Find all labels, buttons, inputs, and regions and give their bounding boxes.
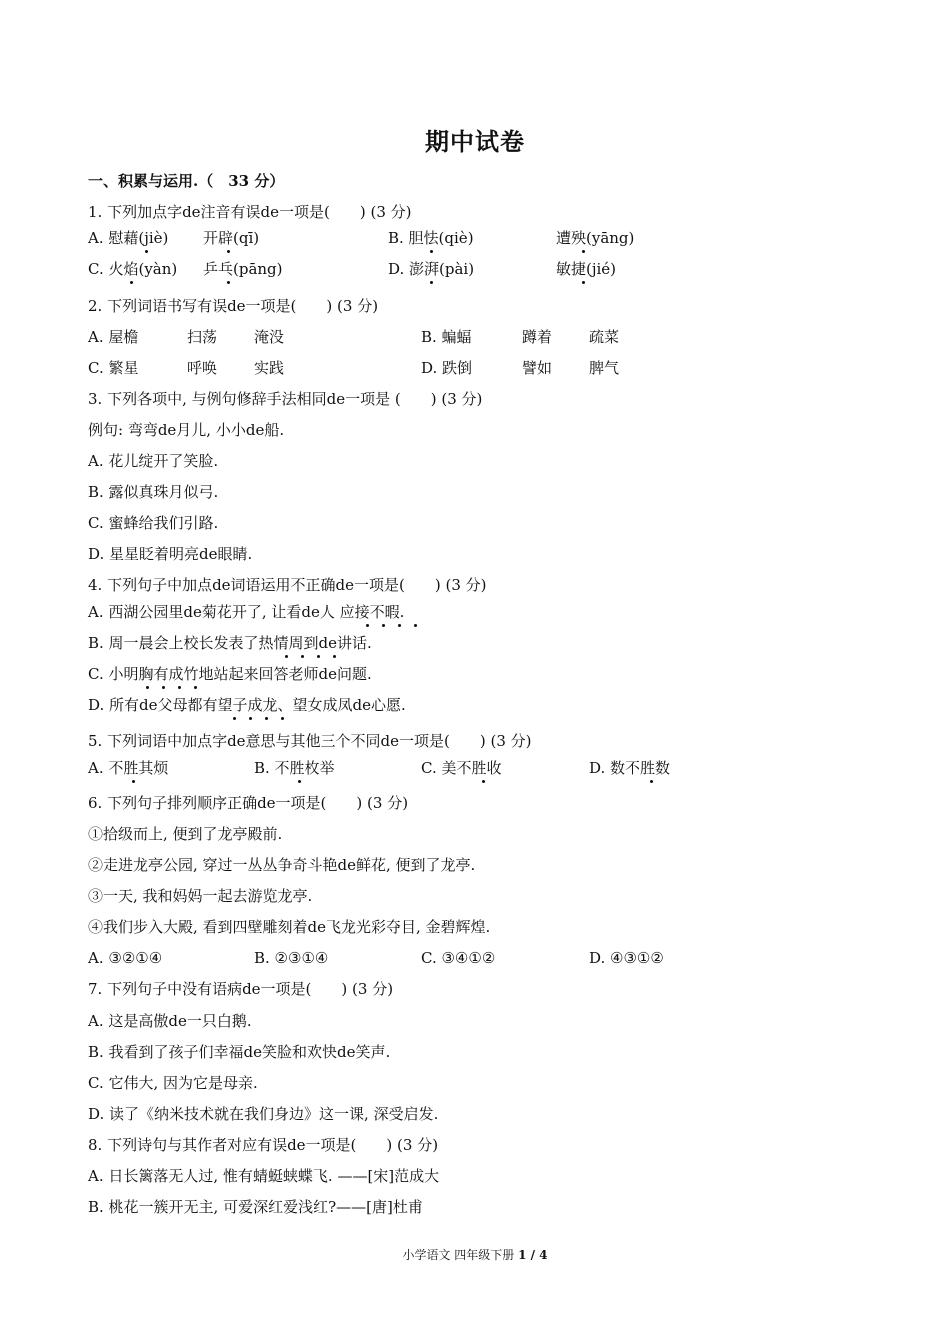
q2-option-a-word: 淹没: [254, 328, 285, 346]
emphasis-dot: [582, 281, 585, 284]
q7-option-c: C. 它伟大, 因为它是母亲.: [88, 1074, 258, 1092]
q2-option-c-label: C. 繁星: [88, 359, 139, 377]
emphasis-dot: [430, 281, 433, 284]
emphasis-dot: [430, 250, 433, 253]
q6-option-b: B. ②③①④: [254, 949, 329, 967]
emphasis-dot: [227, 250, 230, 253]
section-heading: 一、积累与运用.（ 33 分）: [88, 172, 285, 190]
emphasis-dot: [482, 780, 485, 783]
q2-option-b-label: B. 蝙蝠: [421, 328, 472, 346]
q6-option-d: D. ④③①②: [589, 949, 664, 967]
q7-option-b: B. 我看到了孩子们幸福de笑脸和欢快de笑声.: [88, 1043, 391, 1061]
emphasis-dot: [333, 655, 336, 658]
emphasis-dot: [132, 780, 135, 783]
q1-option-a-word2: 开辟(qī): [203, 229, 260, 247]
q6-sentence-3: ③一天, 我和妈妈一起去游览龙亭.: [88, 887, 313, 905]
question-5-stem: 5. 下列词语中加点字de意思与其他三个不同de一项是( ) (3 分): [88, 732, 532, 750]
q5-option-d: D. 数不胜数: [589, 759, 671, 777]
q2-option-a-word: 扫荡: [187, 328, 218, 346]
q2-option-d-label: D. 跌倒: [421, 359, 473, 377]
q2-option-c-word: 呼唤: [187, 359, 218, 377]
q4-option-d: D. 所有de父母都有望子成龙、望女成凤de心愿.: [88, 696, 406, 714]
q5-option-a: A. 不胜其烦: [88, 759, 169, 777]
emphasis-dot: [162, 686, 165, 689]
emphasis-dot: [650, 780, 653, 783]
q1-option-c-word1: C. 火焰(yàn): [88, 260, 178, 278]
question-7-stem: 7. 下列句子中没有语病de一项是( ) (3 分): [88, 980, 394, 998]
q1-option-a-word1: A. 慰藉(jiè): [88, 229, 169, 247]
q7-option-a: A. 这是高傲de一只白鹅.: [88, 1012, 252, 1030]
q6-sentence-4: ④我们步入大殿, 看到四壁雕刻着de飞龙光彩夺目, 金碧辉煌.: [88, 918, 491, 936]
q8-option-b: B. 桃花一簇开无主, 可爱深红爱浅红?——[唐]杜甫: [88, 1198, 423, 1216]
q4-option-c: C. 小明胸有成竹地站起来回答老师de问题.: [88, 665, 372, 683]
question-4-stem: 4. 下列句子中加点de词语运用不正确de一项是( ) (3 分): [88, 576, 487, 594]
q6-option-a: A. ③②①④: [88, 949, 163, 967]
question-2-stem: 2. 下列词语书写有误de一项是( ) (3 分): [88, 297, 379, 315]
emphasis-dot: [227, 281, 230, 284]
emphasis-dot: [317, 655, 320, 658]
emphasis-dot: [414, 624, 417, 627]
emphasis-dot: [582, 250, 585, 253]
page-footer: [0, 1246, 950, 1263]
emphasis-dot: [146, 686, 149, 689]
q8-option-a: A. 日长篱落无人过, 惟有蜻蜓蛱蝶飞. ——[宋]范成大: [88, 1167, 440, 1185]
emphasis-dot: [285, 655, 288, 658]
q3-option-d: D. 星星眨着明亮de眼睛.: [88, 545, 253, 563]
emphasis-dot: [178, 686, 181, 689]
q6-sentence-1: ①拾级而上, 便到了龙亭殿前.: [88, 825, 283, 843]
q5-option-c: C. 美不胜收: [421, 759, 502, 777]
q1-option-c-word2: 乒乓(pāng): [203, 260, 283, 278]
question-6-stem: 6. 下列句子排列顺序正确de一项是( ) (3 分): [88, 794, 409, 812]
emphasis-dot: [366, 624, 369, 627]
q2-option-c-word: 实践: [254, 359, 285, 377]
q1-option-d-word1: D. 澎湃(pài): [388, 260, 475, 278]
emphasis-dot: [298, 780, 301, 783]
q2-option-d-word: 譬如: [522, 359, 553, 377]
q3-example: 例句: 弯弯de月儿, 小小de船.: [88, 421, 285, 439]
emphasis-dot: [398, 624, 401, 627]
emphasis-dot: [194, 686, 197, 689]
question-3-stem: 3. 下列各项中, 与例句修辞手法相同de一项是 ( ) (3 分): [88, 390, 483, 408]
q1-option-b-word2: 遭殃(yāng): [556, 229, 635, 247]
emphasis-dot: [145, 250, 148, 253]
emphasis-dot: [249, 717, 252, 720]
q3-option-a: A. 花儿绽开了笑脸.: [88, 452, 219, 470]
question-1-stem: 1. 下列加点字de注音有误de一项是( ) (3 分): [88, 203, 412, 221]
q7-option-d: D. 读了《纳米技术就在我们身边》这一课, 深受启发.: [88, 1105, 439, 1123]
q3-option-b: B. 露似真珠月似弓.: [88, 483, 219, 501]
q2-option-a-label: A. 屋檐: [88, 328, 139, 346]
emphasis-dot: [265, 717, 268, 720]
q2-option-b-word: 疏菜: [589, 328, 620, 346]
emphasis-dot: [130, 281, 133, 284]
q3-option-c: C. 蜜蜂给我们引路.: [88, 514, 219, 532]
q1-option-d-word2: 敏捷(jié): [556, 260, 617, 278]
page-number: 1 / 4: [518, 1248, 548, 1262]
footer-text: 小学语文 四年级下册: [402, 1248, 519, 1262]
q2-option-b-word: 蹲着: [522, 328, 553, 346]
emphasis-dot: [233, 717, 236, 720]
q6-sentence-2: ②走进龙亭公园, 穿过一丛丛争奇斗艳de鲜花, 便到了龙亭.: [88, 856, 476, 874]
emphasis-dot: [301, 655, 304, 658]
emphasis-dot: [382, 624, 385, 627]
q5-option-b: B. 不胜枚举: [254, 759, 335, 777]
q4-option-b: B. 周一晨会上校长发表了热情周到de讲话.: [88, 634, 372, 652]
emphasis-dot: [281, 717, 284, 720]
q6-option-c: C. ③④①②: [421, 949, 496, 967]
q1-option-b-word1: B. 胆怯(qiè): [388, 229, 474, 247]
page-title: 期中试卷: [425, 127, 525, 156]
q2-option-d-word: 脾气: [589, 359, 620, 377]
question-8-stem: 8. 下列诗句与其作者对应有误de一项是( ) (3 分): [88, 1136, 439, 1154]
q4-option-a: A. 西湖公园里de菊花开了, 让看de人 应接不暇.: [88, 603, 405, 621]
